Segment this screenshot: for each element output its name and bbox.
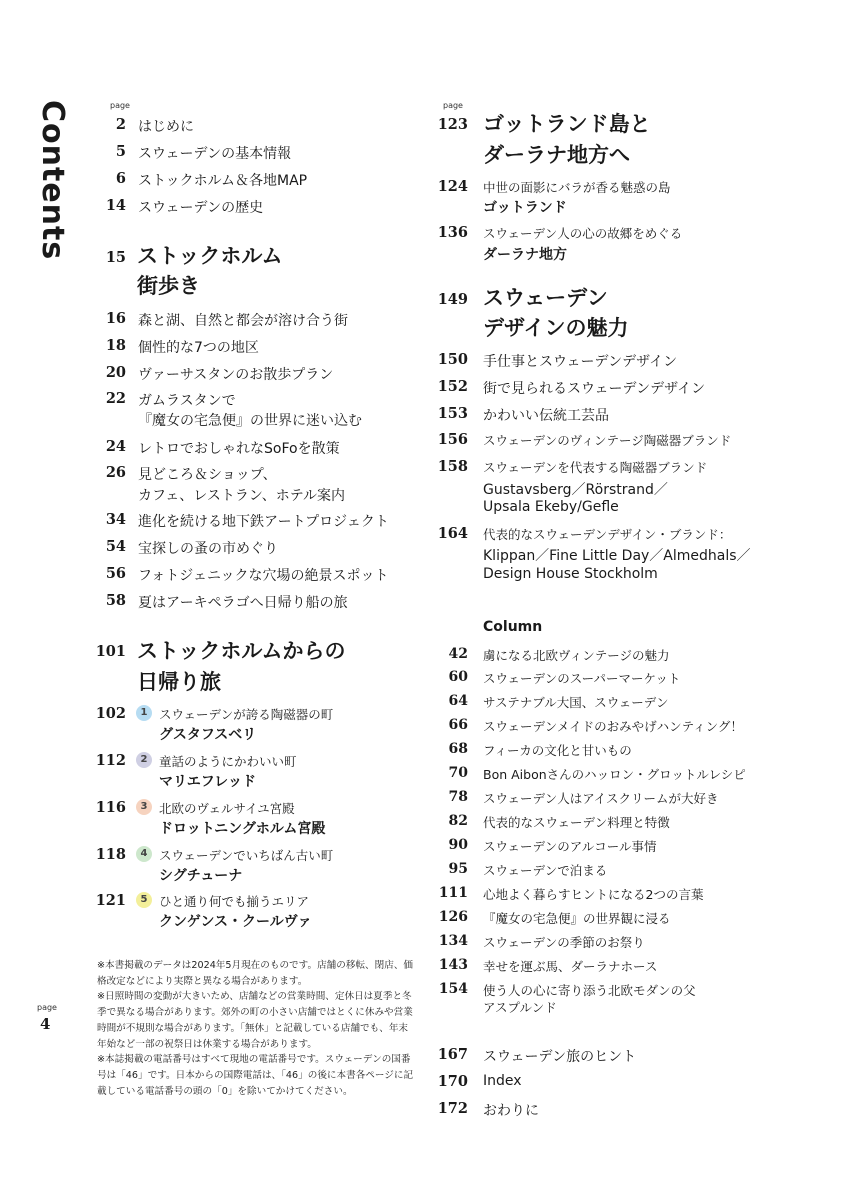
left-page-label: page (110, 101, 130, 110)
footnote: ※日照時間の変動が大きいため、店舗などの営業時間、定休日は夏季と冬季で異なる場合があります。郊外の町の小さい店舗ではとくに休みや営業時間が不規則な場合があります。「無休」と記載している店舗でも、年末年始など一部の祝祭日は休業する場合があります。 (97, 991, 413, 1050)
badge-2: 2 (136, 752, 152, 768)
right-page-label: page (443, 101, 463, 110)
column-heading: Column (483, 619, 543, 635)
footer-page-label: page (37, 1003, 57, 1012)
footnotes (97, 958, 417, 1099)
footnote: ※本誌掲載の電話番号はすべて現地の電話番号です。スウェーデンの国番号は「46」です。日本からの国際電話は、「46」の後に本書各ページに記載している電話番号の頭の「0」を除いてかけてください。 (97, 1054, 414, 1097)
badge-4: 4 (136, 846, 152, 862)
footer-page-number: 4 (40, 1015, 51, 1033)
badge-5: 5 (136, 892, 152, 908)
contents-title-text: Contents (35, 100, 70, 261)
badge-1: 1 (136, 705, 152, 721)
contents-title (22, 100, 72, 261)
footnote: ※本書掲載のデータは2024年5月現在のものです。店舗の移転、閉店、価格改定などにより実際と異なる場合があります。 (97, 960, 414, 987)
badge-3: 3 (136, 799, 152, 815)
